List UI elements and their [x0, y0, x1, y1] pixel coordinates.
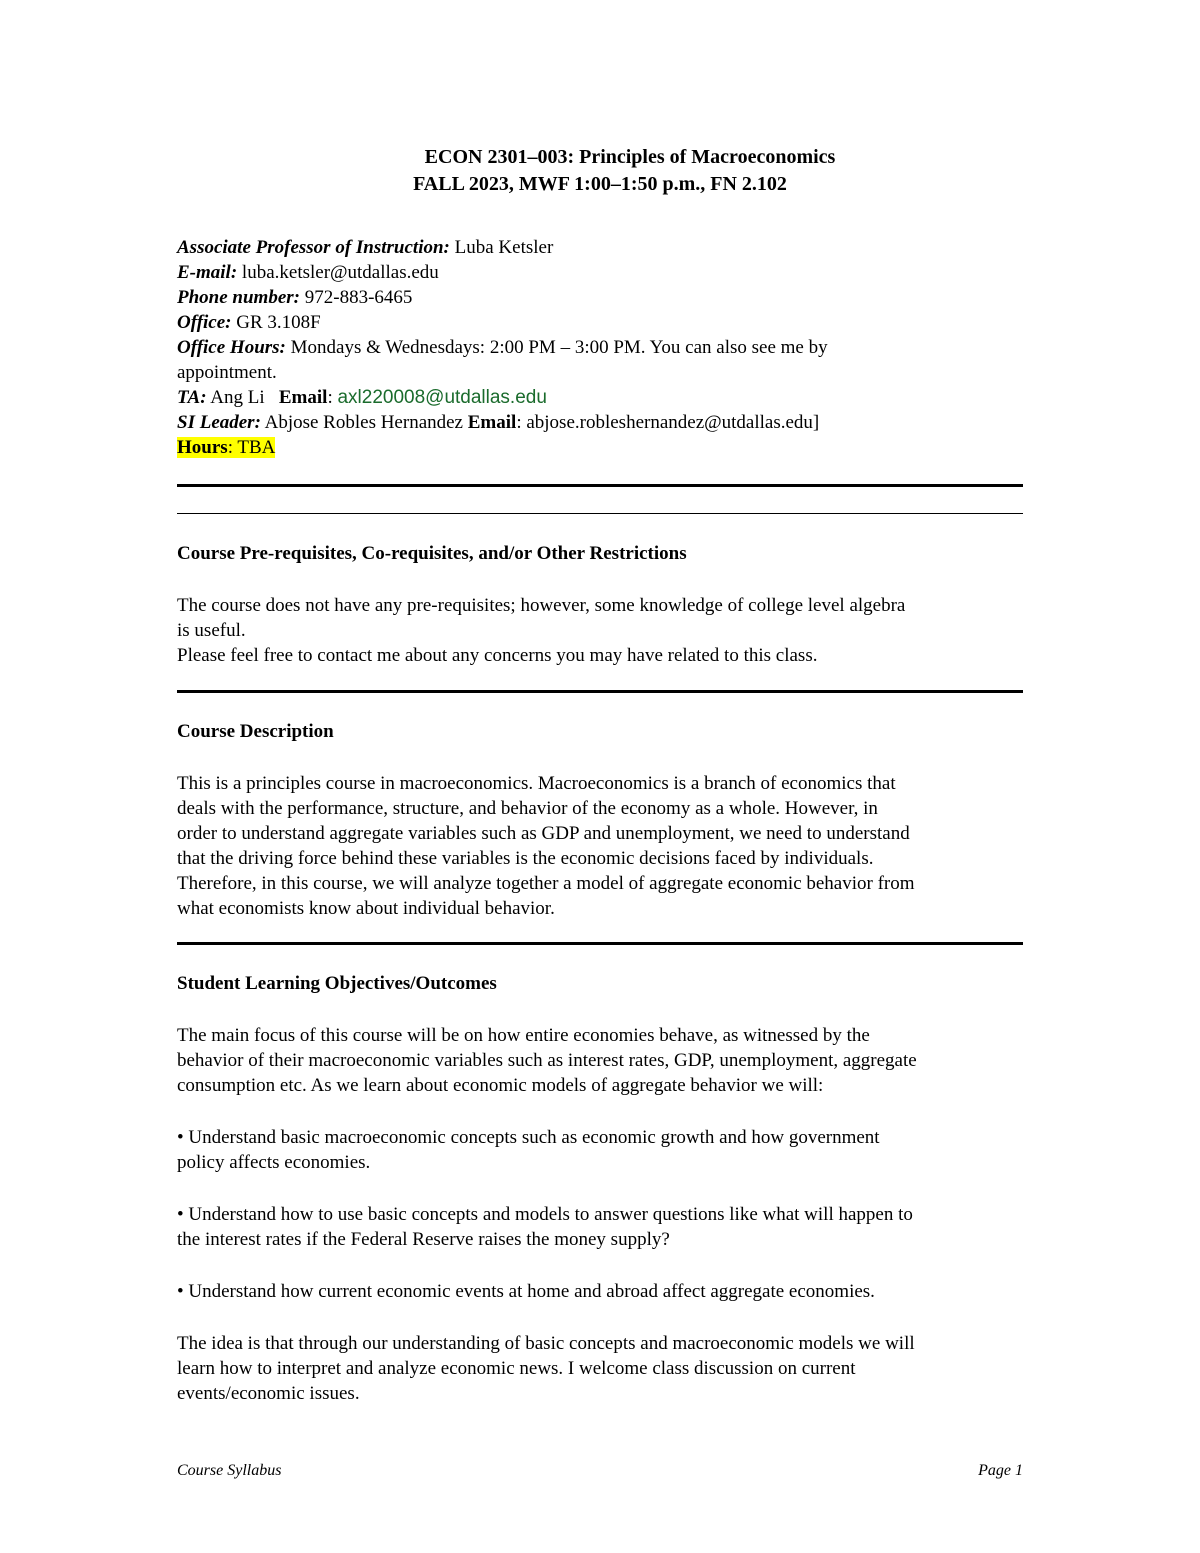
prerequisites-heading: Course Pre-requisites, Co-requisites, and/or Other Restrictions [177, 543, 687, 564]
description-section [177, 719, 1023, 921]
objectives-heading: Student Learning Objectives/Outcomes [177, 973, 497, 994]
office-hours-value: Mondays & Wednesdays: 2:00 PM – 3:00 PM. You can also see me by [285, 337, 828, 358]
professor-email[interactable]: luba.ketsler@utdallas.edu [237, 262, 439, 283]
si-leader-label: SI Leader: [177, 412, 261, 433]
description-line: deals with the performance, structure, and behavior of the economy as a whole. However, in [177, 798, 878, 819]
si-leader-name: Abjose Robles Hernandez [260, 412, 468, 433]
divider-thin [177, 513, 1023, 514]
objective-bullet: policy affects economies. [177, 1152, 371, 1173]
office-location: GR 3.108F [231, 312, 321, 333]
contact-note: Please feel free to contact me about any concerns you may have related to this class. [177, 645, 818, 666]
ta-name: Ang Li [206, 387, 265, 408]
phone-label: Phone number: [177, 287, 300, 308]
document-title [0, 144, 1200, 198]
footer-doc-name: Course Syllabus [177, 1462, 282, 1479]
office-hours-line [177, 335, 1027, 360]
phone-number: 972-883-6465 [300, 287, 413, 308]
prerequisites-section [177, 541, 1023, 668]
office-line [177, 310, 1027, 335]
course-title: ECON 2301–003: Principles of Macroeconomics [424, 146, 836, 168]
si-hours-line [177, 435, 1027, 460]
footer-page-number: Page 1 [978, 1462, 1023, 1479]
objectives-intro-line: The main focus of this course will be on how entire economies behave, as witnessed by the [177, 1025, 870, 1046]
divider-thick [177, 942, 1023, 945]
divider-thick [177, 484, 1023, 487]
objectives-intro-line: behavior of their macroeconomic variables such as interest rates, GDP, unemployment, aggregate [177, 1050, 917, 1071]
si-email[interactable]: : abjose.robleshernandez@utdallas.edu] [516, 412, 820, 433]
objective-bullet: the interest rates if the Federal Reserve raises the money supply? [177, 1229, 670, 1250]
objectives-section [177, 971, 1023, 1406]
phone-line [177, 285, 1027, 310]
objectives-closing-line: The idea is that through our understanding of basic concepts and macroeconomic models we will [177, 1333, 915, 1354]
professor-name: Luba Ketsler [449, 237, 554, 258]
office-hours-label: Office Hours: [177, 337, 286, 358]
description-heading: Course Description [177, 721, 334, 742]
office-label: Office: [177, 312, 232, 333]
divider-thick [177, 690, 1023, 693]
objective-bullet: • Understand how to use basic concepts and models to answer questions like what will happen to [177, 1204, 913, 1225]
objectives-closing-line: events/economic issues. [177, 1383, 360, 1404]
instructor-info [177, 235, 1027, 460]
prerequisites-line: The course does not have any pre-requisites; however, some knowledge of college level algebra [177, 595, 906, 616]
ta-line [177, 385, 1027, 410]
objective-bullet: • Understand basic macroeconomic concepts such as economic growth and how government [177, 1127, 880, 1148]
description-line: that the driving force behind these variables is the economic decisions faced by individuals. [177, 848, 874, 869]
description-line: order to understand aggregate variables such as GDP and unemployment, we need to understand [177, 823, 910, 844]
description-line: This is a principles course in macroeconomics. Macroeconomics is a branch of economics that [177, 773, 896, 794]
ta-email-label: Email [278, 387, 328, 408]
ta-email-colon: : [327, 387, 338, 408]
ta-email[interactable]: axl220008@utdallas.edu [337, 387, 547, 408]
si-email-label: Email [467, 412, 517, 433]
prerequisites-line: is useful. [177, 620, 246, 641]
si-hours-label: Hours [177, 437, 228, 458]
email-line [177, 260, 1027, 285]
email-label: E-mail: [177, 262, 238, 283]
description-line: what economists know about individual behavior. [177, 898, 555, 919]
ta-label: TA: [177, 387, 207, 408]
objective-bullet: • Understand how current economic events at home and abroad affect aggregate economies. [177, 1281, 875, 1302]
professor-label: Associate Professor of Instruction: [177, 237, 450, 258]
professor-line [177, 235, 1027, 260]
si-leader-line [177, 410, 1027, 435]
description-line: Therefore, in this course, we will analyze together a model of aggregate economic behavior from [177, 873, 915, 894]
course-schedule: FALL 2023, MWF 1:00–1:50 p.m., FN 2.102 [413, 173, 787, 195]
objectives-intro-line: consumption etc. As we learn about economic models of aggregate behavior we will: [177, 1075, 824, 1096]
objectives-closing-line: learn how to interpret and analyze economic news. I welcome class discussion on current [177, 1358, 856, 1379]
si-hours-value: : TBA [227, 437, 276, 458]
office-hours-continued: appointment. [177, 362, 277, 383]
